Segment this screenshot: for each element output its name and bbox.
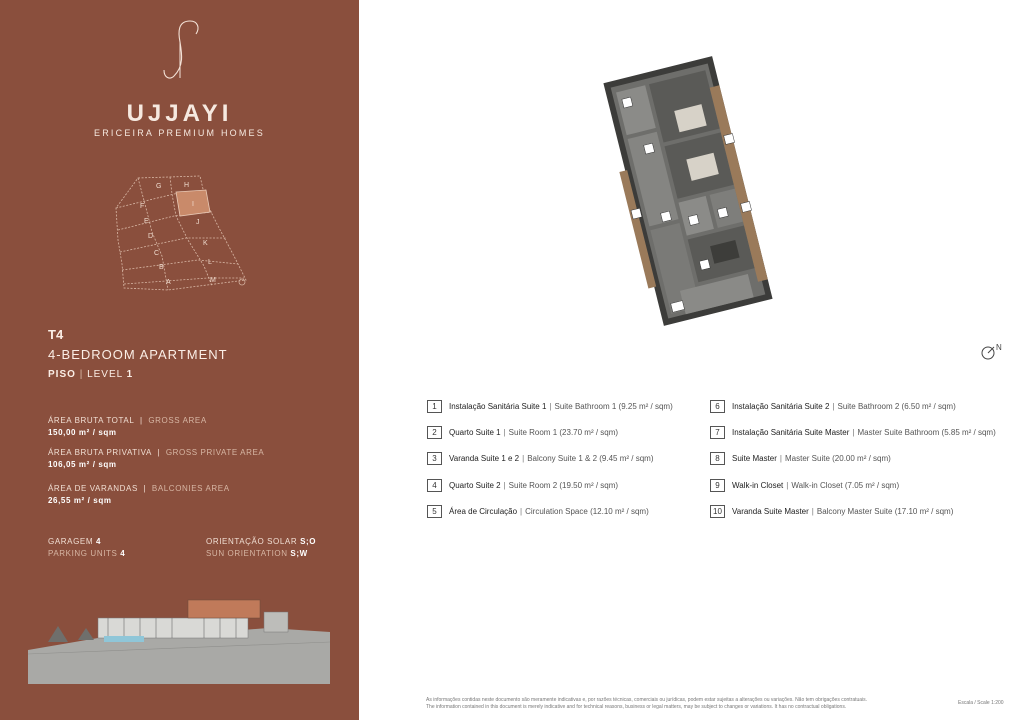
lot-label: C (154, 250, 160, 257)
footnote-pt: As informações contidas neste documento são meramente indicativas e, por razões técnicas, comerciais ou jurídicas, podem estar sujeitas a alterações ou variações. Não tem obrigações contratuais. (426, 697, 868, 703)
room-name-pt: Área de Circulação (449, 507, 518, 516)
lot-label: K (203, 240, 208, 247)
parking-value-en: 4 (120, 549, 126, 558)
lot-label: M (210, 277, 216, 284)
room-number: 2 (427, 426, 442, 439)
north-label: N (996, 343, 1002, 352)
room-legend-item: 4 Quarto Suite 2 | Suite Room 2 (19.50 m² / sqm) (427, 479, 618, 492)
room-number: 3 (427, 452, 442, 465)
footnote-en: The information contained in this document is merely indicative and for technical reasons, business or legal matters, may be subject to changes or variations. It has no contractual obligations. (426, 704, 847, 710)
room-name-en: Balcony Master Suite (816, 507, 893, 516)
lot-label: A (166, 279, 171, 286)
brand-name: UJJAYI (126, 100, 233, 127)
area-value: 150,00 m² / sqm (48, 428, 117, 437)
room-name-en: Walk-in Closet (791, 481, 843, 490)
building-section-drawing (28, 592, 330, 684)
area-gross-total: ÁREA BRUTA TOTAL | GROSS AREA 150,00 m² / sqm (48, 416, 207, 437)
room-legend-item: 6 Instalação Sanitária Suite 2 | Suite Bathroom 2 (6.50 m² / sqm) (710, 400, 956, 413)
level-label-pt: PISO (48, 369, 76, 380)
room-legend-item: 1 Instalação Sanitária Suite 1 | Suite Bathroom 1 (9.25 m² / sqm) (427, 400, 673, 413)
area-label-en: GROSS PRIVATE AREA (165, 448, 265, 457)
room-name-en: Balcony Suite 1 & 2 (527, 454, 598, 463)
room-name-en: Suite Bathroom 1 (554, 402, 617, 411)
parking-label-en: PARKING UNITS (48, 549, 118, 558)
room-name-pt: Quarto Suite 1 (449, 428, 501, 437)
room-area: (9.25 m² / sqm) (618, 402, 673, 411)
parking-label-pt: GARAGEM (48, 537, 94, 546)
room-area: (23.70 m² / sqm) (559, 428, 619, 437)
room-number: 8 (710, 452, 725, 465)
lot-label: E (144, 218, 149, 225)
room-name-pt: Walk-in Closet (732, 481, 784, 490)
lot-label: L (208, 259, 212, 266)
room-name-pt: Quarto Suite 2 (449, 481, 501, 490)
level-label-en: LEVEL (87, 369, 123, 380)
room-number: 7 (710, 426, 725, 439)
unit-type: T4 (48, 327, 64, 342)
room-legend-item: 7 Instalação Sanitária Suite Master | Master Suite Bathroom (5.85 m² / sqm) (710, 426, 996, 439)
room-legend-item: 3 Varanda Suite 1 e 2 | Balcony Suite 1 & 2 (9.45 m² / sqm) (427, 452, 654, 465)
floor-plan-drawing (598, 56, 778, 326)
brand-logo-icon (160, 18, 202, 82)
room-area: (19.50 m² / sqm) (559, 481, 619, 490)
brand-subtitle: ERICEIRA PREMIUM HOMES (94, 128, 265, 138)
area-label-en: BALCONIES AREA (151, 484, 230, 493)
room-number: 5 (427, 505, 442, 518)
room-name-pt: Instalação Sanitária Suite 2 (732, 402, 830, 411)
room-name-pt: Varanda Suite 1 e 2 (449, 454, 520, 463)
room-legend-item: 5 Área de Circulação | Circulation Space (12.10 m² / sqm) (427, 505, 649, 518)
level-value: 1 (126, 369, 134, 380)
level-separator: | (79, 369, 84, 380)
room-name-en: Master Suite Bathroom (857, 428, 940, 437)
room-number: 4 (427, 479, 442, 492)
lot-label: I (192, 201, 194, 208)
room-name-en: Suite Room 1 (508, 428, 558, 437)
room-name-en: Suite Bathroom 2 (837, 402, 900, 411)
lot-label: D (148, 233, 154, 240)
lot-label: F (140, 203, 145, 210)
room-area: (6.50 m² / sqm) (901, 402, 956, 411)
lot-label: G (156, 183, 162, 190)
area-label-en: GROSS AREA (148, 416, 207, 425)
room-name-en: Circulation Space (525, 507, 588, 516)
room-name-pt: Instalação Sanitária Suite 1 (449, 402, 547, 411)
room-legend-item: 10 Varanda Suite Master | Balcony Master Suite (17.10 m² / sqm) (710, 505, 953, 518)
parking-value: 4 (95, 537, 101, 546)
scale-label: Escala / Scale 1:200 (958, 700, 1004, 706)
lot-label: J (196, 219, 200, 226)
area-value: 106,05 m² / sqm (48, 460, 117, 469)
area-gross-private: ÁREA BRUTA PRIVATIVA | GROSS PRIVATE AREA 106,05 m² / sqm (48, 448, 265, 469)
room-legend-item: 9 Walk-in Closet | Walk-in Closet (7.05 m² / sqm) (710, 479, 899, 492)
orientation-label-en: SUN ORIENTATION (206, 549, 288, 558)
legal-footnote (426, 697, 867, 711)
room-area: (7.05 m² / sqm) (844, 481, 900, 490)
room-name-en: Suite Room 2 (508, 481, 558, 490)
orientation-value-pt: S;O (300, 537, 317, 546)
room-number: 10 (710, 505, 725, 518)
room-legend-item: 2 Quarto Suite 1 | Suite Room 1 (23.70 m² / sqm) (427, 426, 618, 439)
area-label-pt: ÁREA BRUTA PRIVATIVA (48, 448, 152, 457)
orientation-info (206, 536, 316, 560)
room-name-pt: Instalação Sanitária Suite Master (732, 428, 850, 437)
area-balconies: ÁREA DE VARANDAS | BALCONIES AREA 26,55 m² / sqm (48, 484, 230, 505)
area-label-pt: ÁREA DE VARANDAS (48, 484, 138, 493)
room-area: (12.10 m² / sqm) (590, 507, 649, 516)
room-name-pt: Suite Master (732, 454, 777, 463)
room-number: 1 (427, 400, 442, 413)
info-sidebar (0, 0, 359, 720)
unit-description: 4-BEDROOM APARTMENT (48, 347, 228, 362)
north-arrow-icon (980, 342, 1006, 360)
orientation-value-en: S;W (290, 549, 308, 558)
lot-label: B (159, 264, 164, 271)
room-legend-item: 8 Suite Master | Master Suite (20.00 m² / sqm) (710, 452, 891, 465)
area-value: 26,55 m² / sqm (48, 496, 112, 505)
lot-label: H (184, 182, 190, 189)
room-name-pt: Varanda Suite Master (732, 507, 809, 516)
room-number: 6 (710, 400, 725, 413)
room-area: (9.45 m² / sqm) (599, 454, 654, 463)
orientation-label-pt: ORIENTAÇÃO SOLAR (206, 537, 298, 546)
room-area: (17.10 m² / sqm) (894, 507, 954, 516)
site-plan-map (108, 168, 258, 298)
area-label-pt: ÁREA BRUTA TOTAL (48, 416, 135, 425)
room-name-en: Master Suite (784, 454, 830, 463)
room-area: (20.00 m² / sqm) (832, 454, 891, 463)
parking-info (48, 536, 125, 560)
unit-level (48, 369, 133, 380)
room-number: 9 (710, 479, 725, 492)
room-area: (5.85 m² / sqm) (941, 428, 996, 437)
